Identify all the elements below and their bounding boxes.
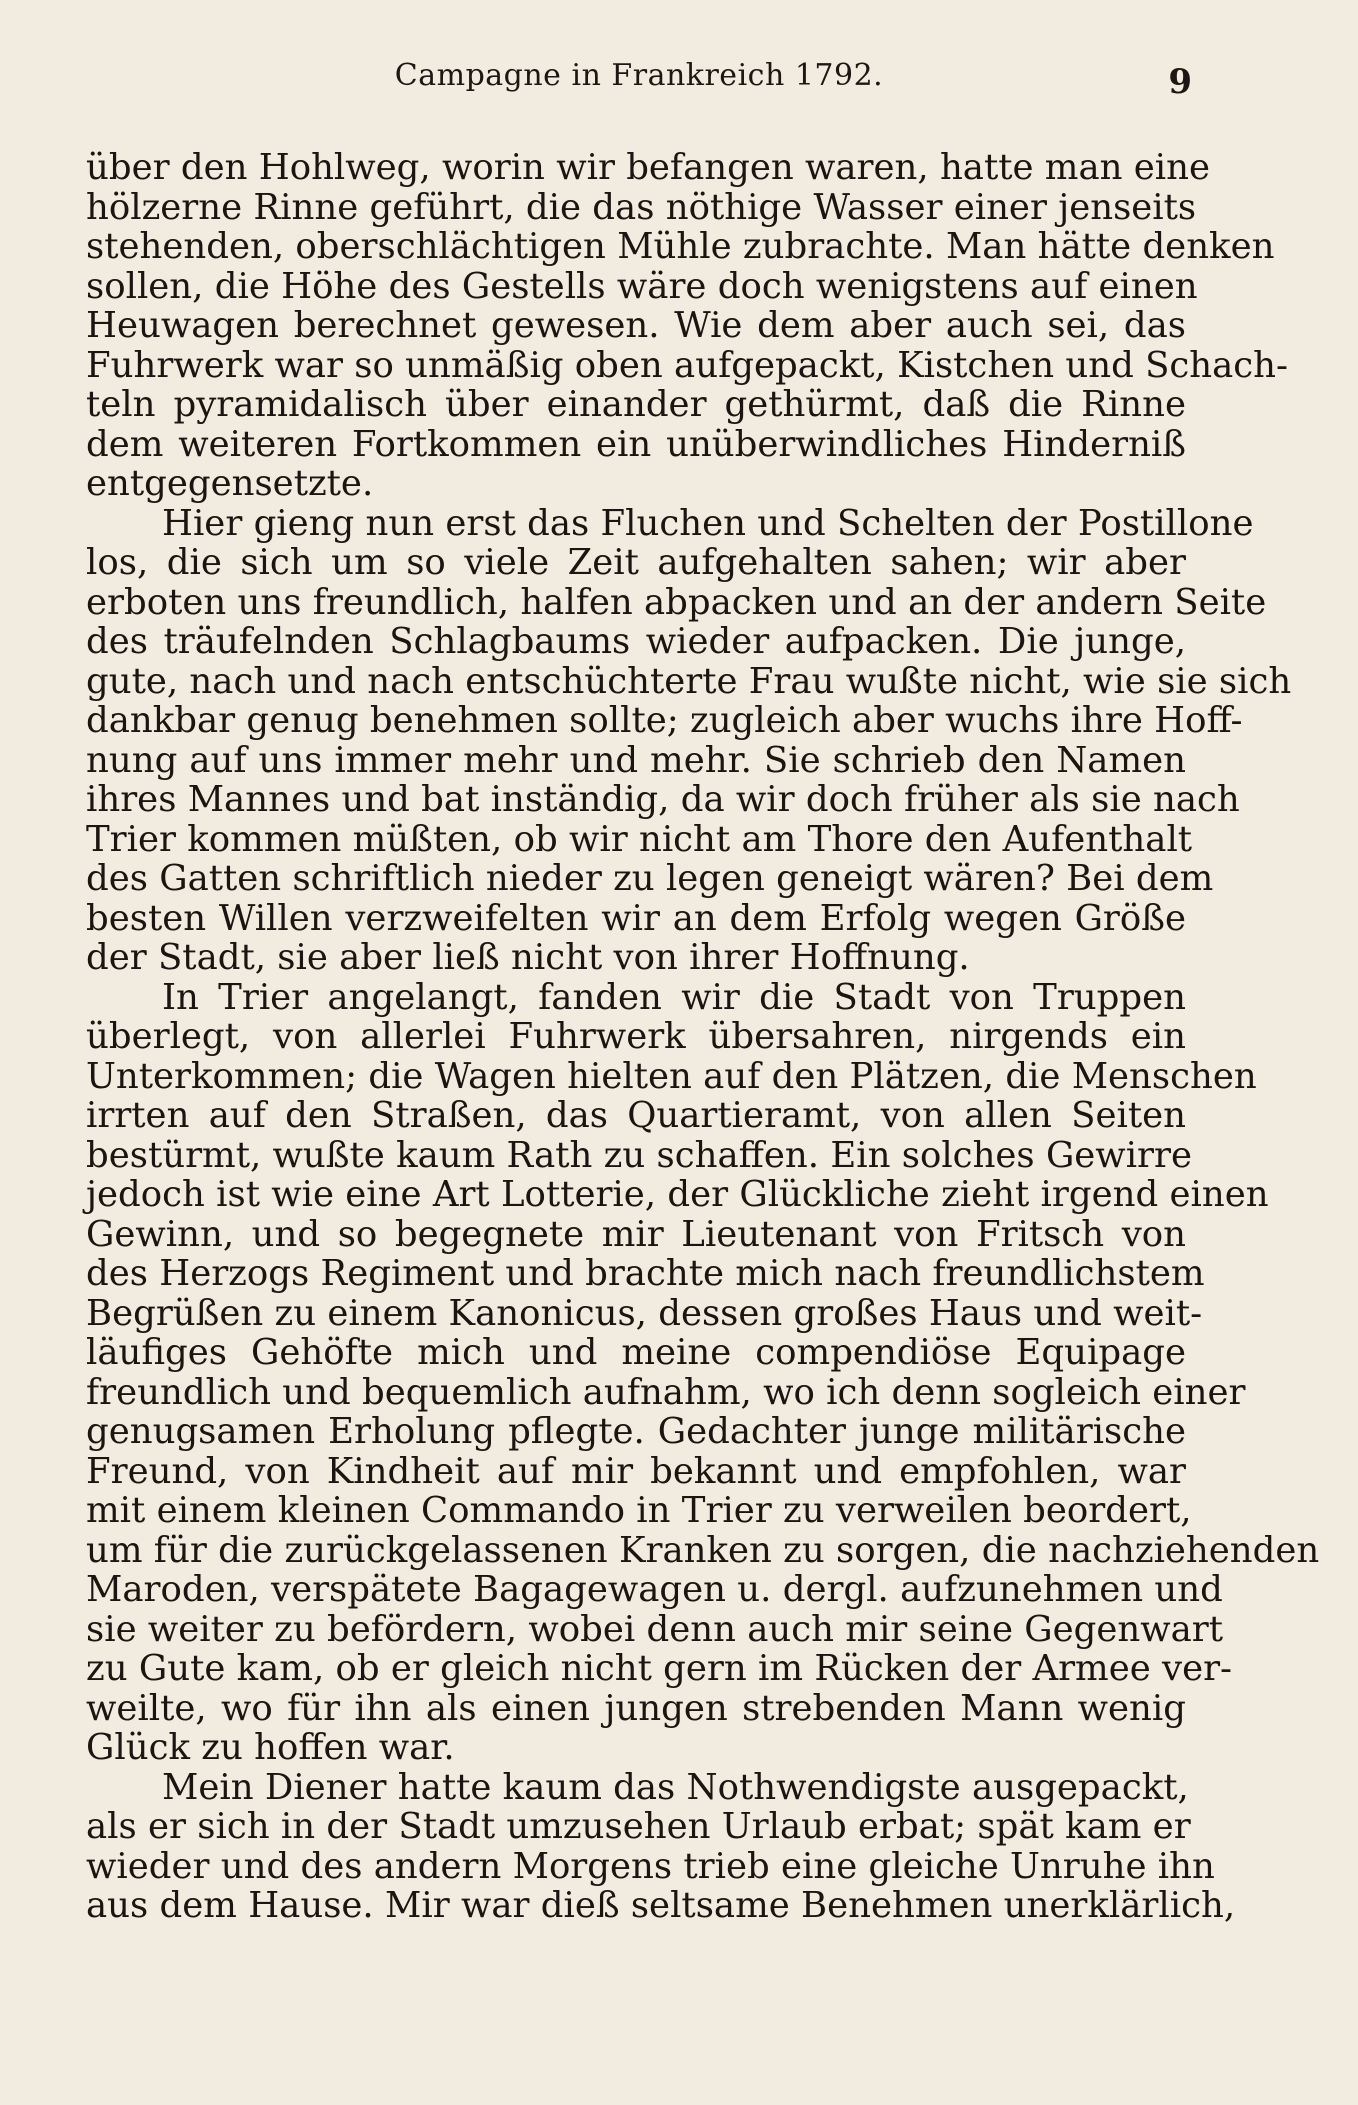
text-line: wieder und des andern Morgens trieb eine gleiche Unruhe ihn [86,1845,1215,1887]
text-line: sie weiter zu befördern, wobei denn auch mir seine Gegenwart [86,1608,1224,1650]
text-line: sollen, die Höhe des Gestells wäre doch wenigstens auf einen [86,265,1198,307]
text-line: um für die zurückgelassenen Kranken zu sorgen, die nachziehenden [86,1529,1320,1571]
text-line: gute, nach und nach entschüchterte Frau wußte nicht, wie sie sich [86,660,1292,702]
text-line: los, die sich um so viele Zeit aufgehalten sahen; wir aber [86,542,1186,583]
text-line: Freund, von Kindheit auf mir bekannt und empfohlen, war [86,1450,1186,1492]
text-line: entgegensetzte. [86,463,374,504]
page-number: 9 [1168,62,1192,102]
text-line: Glück zu hoffen war. [86,1727,455,1768]
text-line: zu Gute kam, ob er gleich nicht gern im Rücken der Armee ver- [86,1648,1233,1689]
text-line: hölzerne Rinne geführt, die das nöthige Wasser einer jenseits [86,186,1197,228]
running-head: Campagne in Frankreich 1792. [394,58,884,93]
text-line: besten Willen verzweifelten wir an dem Erfolg wegen Größe [86,897,1186,939]
text-line: freundlich und bequemlich aufnahm, wo ich denn sogleich einer [86,1371,1246,1413]
text-line: Gewinn, und so begegnete mir Lieutenant von Fritsch von [86,1213,1186,1255]
text-line: dem weiteren Fortkommen ein unüberwindliches Hinderniß [86,423,1186,465]
text-line: teln pyramidalisch über einander gethürmt, daß die Rinne [86,384,1186,425]
text-line: genugsamen Erholung pflegte. Gedachter junge militärische [86,1411,1186,1452]
text-line: bestürmt, wußte kaum Rath zu schaffen. Ein solches Gewirre [86,1134,1192,1176]
text-line: jedoch ist wie eine Art Lotterie, der Glückliche zieht irgend einen [86,1174,1269,1215]
text-line: Unterkommen; die Wagen hielten auf den Plätzen, die Menschen [86,1055,1257,1097]
text-line: ihres Mannes und bat inständig, da wir doch früher als sie nach [86,779,1240,820]
text-line: dankbar genug benehmen sollte; zugleich aber wuchs ihre Hoff- [86,700,1243,741]
text-line: des Herzogs Regiment und brachte mich nach freundlichstem [86,1253,1205,1294]
text-line: Mein Diener hatte kaum das Nothwendigste ausgepackt, [162,1766,1189,1808]
text-line: als er sich in der Stadt umzusehen Urlaub erbat; spät kam er [86,1806,1191,1847]
text-line: aus dem Hause. Mir war dieß seltsame Benehmen unerklärlich, [86,1885,1236,1926]
text-line: über den Hohlweg, worin wir befangen waren, hatte man eine [86,147,1211,188]
text-line: stehenden, oberschlächtigen Mühle zubrachte. Man hätte denken [86,226,1275,267]
page-header [80,58,1198,108]
text-line: Fuhrwerk war so unmäßig oben aufgepackt, Kistchen und Schach- [86,344,1289,386]
text-line: Hier gieng nun erst das Fluchen und Schelten der Postillone [162,502,1254,544]
text-line: Maroden, verspätete Bagagewagen u. dergl. aufzunehmen und [86,1569,1223,1610]
text-line: irrten auf den Straßen, das Quartieramt, von allen Seiten [86,1095,1186,1136]
text-line: läufiges Gehöfte mich und meine compendiöse Equipage [86,1332,1186,1373]
text-line: weilte, wo für ihn als einen jungen strebenden Mann wenig [86,1687,1186,1729]
text-line: des träufelnden Schlagbaums wieder aufpacken. Die junge, [86,621,1186,662]
text-line: Trier kommen müßten, ob wir nicht am Thore den Aufenthalt [86,818,1193,860]
text-line: des Gatten schriftlich nieder zu legen geneigt wären? Bei dem [86,858,1214,899]
text-line: nung auf uns immer mehr und mehr. Sie schrieb den Namen [86,739,1186,781]
text-line: erboten uns freundlich, halfen abpacken und an der andern Seite [86,581,1267,623]
body-text [86,147,1320,1926]
text-line: mit einem kleinen Commando in Trier zu verweilen beordert, [86,1490,1192,1531]
text-line: Begrüßen zu einem Kanonicus, dessen großes Haus und weit- [86,1292,1203,1334]
text-line: überlegt, von allerlei Fuhrwerk übersahren, nirgends ein [86,1016,1186,1057]
text-line: In Trier angelangt, fanden wir die Stadt von Truppen [162,976,1186,1018]
text-line: der Stadt, sie aber ließ nicht von ihrer Hoffnung. [86,937,970,978]
text-line: Heuwagen berechnet gewesen. Wie dem aber auch sei, das [86,305,1186,346]
